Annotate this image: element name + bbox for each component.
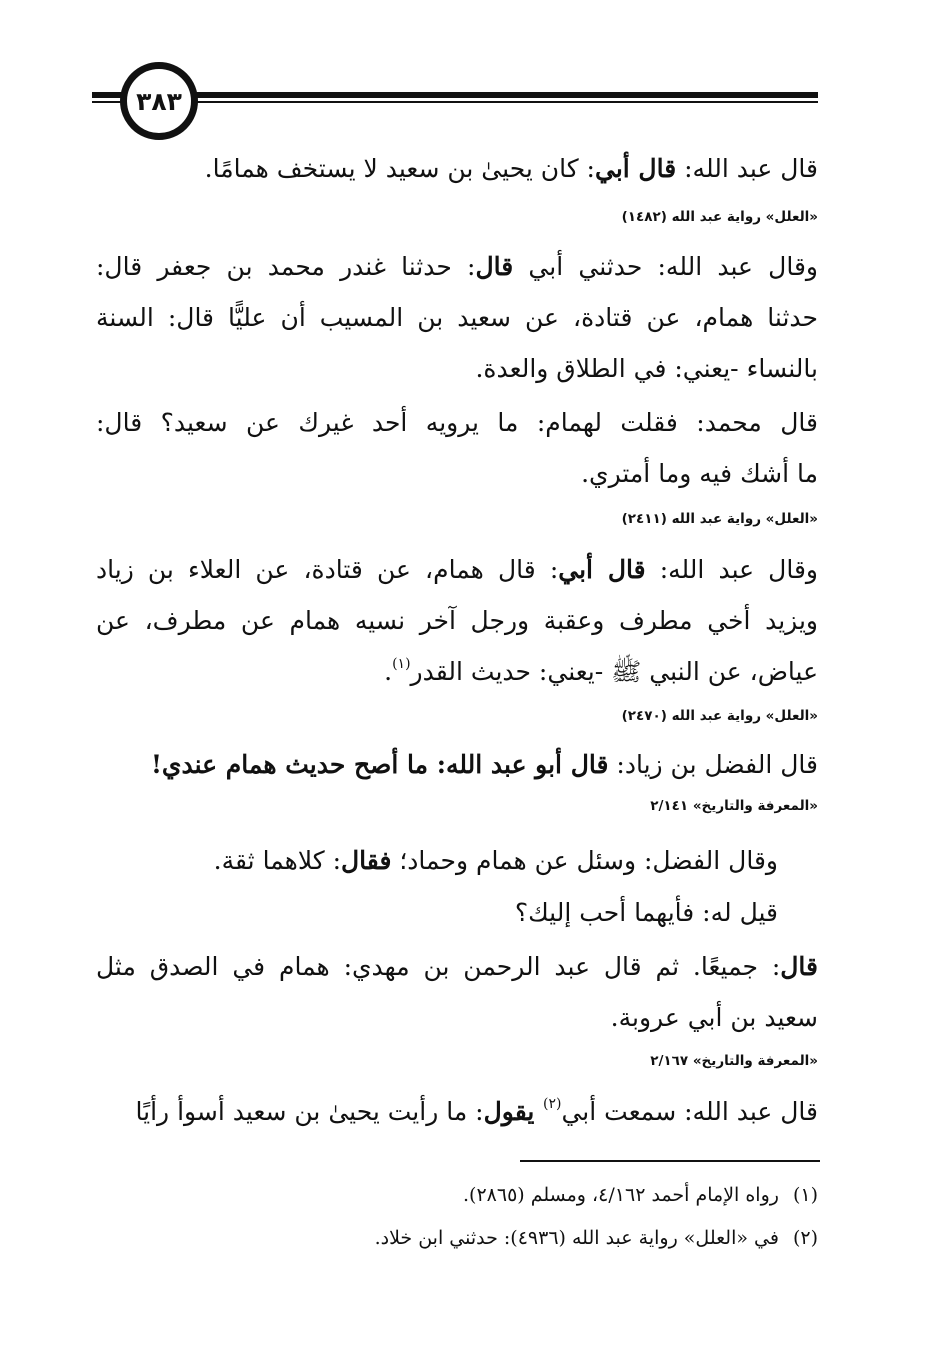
text-line: ويزيد أخي مطرف وعقبة ورجل آخر نسيه همام عن مطرف، عن: [96, 606, 818, 635]
footnote: [96, 1223, 818, 1253]
footnote-text: في «العلل» رواية عبد الله (٤٩٣٦): حدثني ابن خلاد.: [374, 1227, 779, 1249]
source-citation: «العلل» رواية عبد الله (٢٤١١): [621, 511, 818, 527]
text-line: [96, 834, 778, 888]
text-run: : حدثنا غندر محمد بن جعفر قال:: [96, 252, 476, 281]
text-line: [96, 142, 818, 196]
text-run: وقال عبد الله: حدثني أبي: [513, 252, 818, 281]
header-rule-bottom: [92, 101, 818, 103]
bold-phrase: قال: [780, 952, 818, 981]
footnote-number: (٢): [792, 1227, 818, 1249]
footnote-text: رواه الإمام أحمد ٤/١٦٢، ومسلم (٢٨٦٥).: [463, 1184, 779, 1206]
text-line: حدثنا همام، عن قتادة، عن سعيد بن المسيب أن عليًّا قال: السنة: [96, 303, 818, 332]
bold-phrase: يقول: [483, 1097, 543, 1126]
text-line: بالنساء -يعني: في الطلاق والعدة.: [475, 354, 818, 383]
source-citation: «المعرفة والتاريخ» ٢/١٦٧: [650, 1053, 818, 1069]
text-line: قال محمد: فقلت لهمام: ما يرويه أحد غيرك عن سعيد؟ قال:: [96, 408, 818, 437]
text-run: وقال عبد الله:: [645, 555, 818, 584]
text-line: [96, 1085, 818, 1139]
source-citation: «المعرفة والتاريخ» ٢/١٤١: [650, 798, 818, 814]
footnote: [96, 1180, 818, 1210]
text-run: : كان يحيىٰ بن سعيد لا يستخف همامًا.: [204, 154, 595, 183]
text-line: [96, 645, 818, 699]
bold-phrase: قال: [475, 252, 514, 281]
text-run: : قال همام، عن قتادة، عن العلاء بن زياد: [96, 555, 559, 584]
text-run: عياض، عن النبي ﷺ -يعني: حديث القدر: [410, 657, 818, 686]
text-line: سعيد بن أبي عروبة.: [610, 1003, 818, 1032]
text-run: : كلاهما ثقة.: [213, 846, 342, 875]
text-line: [96, 738, 818, 792]
footnote-marker: (١): [392, 656, 411, 672]
source-citation: «العلل» رواية عبد الله (١٤٨٢): [621, 209, 818, 225]
source-citation: «العلل» رواية عبد الله (٢٤٧٠): [621, 708, 818, 724]
text-line: قيل له: فأيهما أحب إليك؟: [514, 898, 778, 927]
text-run: قال عبد الله: سمعت أبي: [561, 1097, 818, 1126]
bold-phrase: قال أبو عبد الله: [445, 750, 609, 779]
text-line: [96, 543, 818, 597]
footnote-marker: (٢): [543, 1096, 562, 1112]
text-run: : جميعًا. ثم قال عبد الرحمن بن مهدي: همام في الصدق مثل: [96, 952, 781, 981]
bold-phrase: قال أبي: [558, 555, 646, 584]
text-run: .: [384, 657, 393, 686]
text-run: قال الفضل بن زياد:: [608, 750, 818, 779]
bold-phrase: قال أبي: [594, 154, 677, 183]
text-line: [96, 240, 818, 294]
text-run: : ما رأيت يحيىٰ بن سعيد أسوأ رأيًا: [135, 1097, 484, 1126]
page-number: ٣٨٣: [120, 62, 198, 140]
bold-phrase: : ما أصح حديث همام عندي!: [150, 750, 446, 779]
footnote-separator: [520, 1160, 820, 1162]
bold-phrase: فقال: [341, 846, 392, 875]
text-line: ما أشك فيه وما أمتري.: [581, 459, 818, 488]
footnote-number: (١): [792, 1184, 818, 1206]
text-run: وقال الفضل: وسئل عن همام وحماد؛: [391, 846, 778, 875]
text-line: [96, 940, 818, 994]
header-rule-top: [92, 92, 818, 98]
text-run: قال عبد الله:: [676, 154, 818, 183]
